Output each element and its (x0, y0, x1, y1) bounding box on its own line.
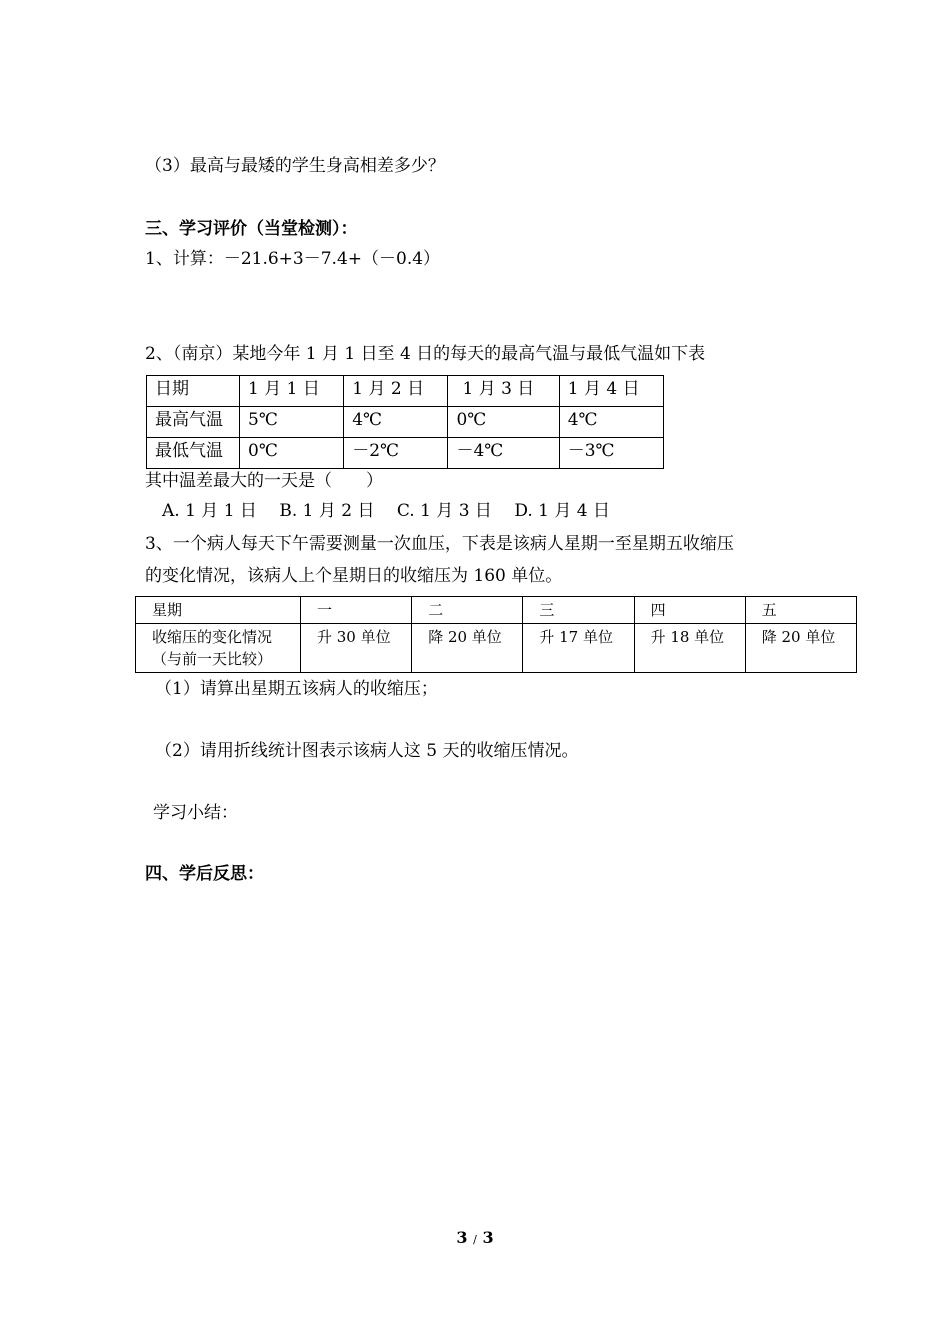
table-cell: 降 20 单位 (412, 624, 523, 673)
table-cell: 降 20 单位 (745, 624, 856, 673)
table-cell: －2℃ (344, 438, 448, 469)
table-cell: 5℃ (240, 407, 344, 438)
page-separator: / (473, 1233, 477, 1246)
table-cell: 1 月 2 日 (344, 376, 448, 407)
table-cell: 最高气温 (147, 407, 240, 438)
table-cell: 1 月 4 日 (559, 376, 663, 407)
blood-pressure-table (135, 596, 857, 673)
question-3-sub: （3）最高与最矮的学生身高相差多少？ (145, 156, 445, 176)
table-cell: 五 (745, 597, 856, 624)
table-row (147, 376, 664, 407)
page-current: 3 (456, 1228, 468, 1247)
table-row (147, 438, 664, 469)
table-cell: －3℃ (559, 438, 663, 469)
table-cell: 升 30 单位 (301, 624, 412, 673)
table-cell: 最低气温 (147, 438, 240, 469)
problem-3-line-2: 的变化情况，该病人上个星期日的收缩压为 160 单位。 (145, 566, 563, 586)
table-cell: 四 (634, 597, 745, 624)
table-cell: 0℃ (448, 407, 559, 438)
section-3-heading: 三、学习评价（当堂检测）： (145, 219, 358, 239)
table-row (136, 624, 857, 673)
table-cell: 升 18 单位 (634, 624, 745, 673)
problem-2-intro: 2、（南京）某地今年 1 月 1 日至 4 日的每天的最高气温与最低气温如下表 (145, 344, 706, 364)
problem-3-sub-2: （2）请用折线统计图表示该病人这 5 天的收缩压情况。 (155, 741, 579, 761)
table-cell: 升 17 单位 (523, 624, 634, 673)
table-cell: 日期 (147, 376, 240, 407)
problem-3-sub-1: （1）请算出星期五该病人的收缩压； (155, 679, 438, 699)
table-cell (136, 624, 301, 673)
table-cell: 1 月 3 日 (448, 376, 559, 407)
table-cell: －4℃ (448, 438, 559, 469)
row-label-line: （与前一天比较） (152, 650, 273, 668)
table-row (147, 407, 664, 438)
page-total: 3 (482, 1228, 494, 1247)
row-label-line: 收缩压的变化情况 (152, 628, 273, 646)
table-row (136, 597, 857, 624)
table-cell: 0℃ (240, 438, 344, 469)
table-cell: 4℃ (559, 407, 663, 438)
table-cell: 4℃ (344, 407, 448, 438)
table-cell: 三 (523, 597, 634, 624)
table-cell: 一 (301, 597, 412, 624)
problem-1: 1、计算：－21.6+3－7.4+（－0.4） (145, 249, 441, 269)
problem-2-question: 其中温差最大的一天是（ ） (145, 471, 383, 491)
table-cell: 星期 (136, 597, 301, 624)
problem-3-line-1: 3、一个病人每天下午需要测量一次血压，下表是该病人星期一至星期五收缩压 (145, 534, 734, 554)
problem-2-options: A. 1 月 1 日 B. 1 月 2 日 C. 1 月 3 日 D. 1 月 4 日 (162, 501, 611, 521)
page-number (0, 1228, 950, 1247)
summary-label: 学习小结： (153, 803, 238, 823)
section-4-heading: 四、学后反思： (145, 864, 264, 884)
table-cell: 二 (412, 597, 523, 624)
temperature-table (146, 375, 664, 469)
table-cell: 1 月 1 日 (240, 376, 344, 407)
